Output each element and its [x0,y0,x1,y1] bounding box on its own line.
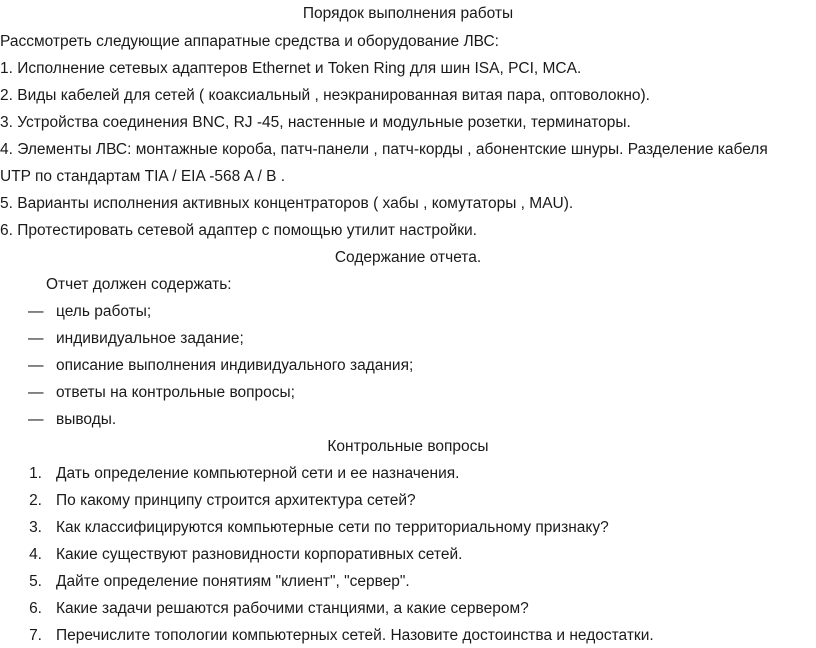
question-text: Какие существуют разновидности корпоративных сетей. [56,546,463,563]
question-text: Дать определение компьютерной сети и ее назначения. [56,465,460,482]
bullet-dash: — [28,357,44,374]
report-item-text: индивидуальное задание; [56,330,244,347]
question-number: 4. [29,546,42,563]
question-number: 2. [29,492,42,509]
question-text: Какие задачи решаются рабочими станциями, а какие сервером? [56,600,529,617]
procedure-item: 4. Элементы ЛВС: монтажные короба, патч-панели , патч-корды , абонентские шнуры. Разделение кабеля [0,141,768,158]
bullet-dash: — [28,303,44,320]
question-text: Перечислите топологии компьютерных сетей. Назовите достоинства и недостатки. [56,627,654,644]
procedure-item: 2. Виды кабелей для сетей ( коаксиальный , неэкранированная витая пара, оптоволокно). [0,87,650,104]
report-item-text: ответы на контрольные вопросы; [56,384,295,401]
procedure-title: Порядок выполнения работы [302,5,514,22]
procedure-item: 3. Устройства соединения BNC, RJ -45, настенные и модульные розетки, терминаторы. [0,114,631,131]
question-number: 7. [29,627,42,644]
report-intro: Отчет должен содержать: [46,276,232,293]
procedure-item: 5. Варианты исполнения активных концентраторов ( хабы , комутаторы , MAU). [0,195,574,212]
report-item-text: цель работы; [56,303,152,320]
report-title: Содержание отчета. [334,249,482,266]
question-number: 1. [29,465,42,482]
question-text: Дайте определение понятиям "клиент", "сервер". [56,573,410,590]
report-item-text: описание выполнения индивидуального задания; [56,357,414,374]
bullet-dash: — [28,411,44,428]
procedure-intro: Рассмотреть следующие аппаратные средства и оборудование ЛВС: [0,33,499,50]
question-text: По какому принципу строится архитектура сетей? [56,492,416,509]
question-number: 5. [29,573,42,590]
bullet-dash: — [28,330,44,347]
question-number: 3. [29,519,42,536]
bullet-dash: — [28,384,44,401]
question-number: 6. [29,600,42,617]
questions-title: Контрольные вопросы [327,438,489,455]
procedure-item: UTP по стандартам TIA / EIA -568 A / B . [0,168,286,185]
procedure-item: 1. Исполнение сетевых адаптеров Ethernet и Token Ring для шин ISA, PCI, MCA. [0,60,582,77]
procedure-item: 6. Протестировать сетевой адаптер с помощью утилит настройки. [0,222,477,239]
question-text: Как классифицируются компьютерные сети по территориальному признаку? [56,519,609,536]
report-item-text: выводы. [56,411,117,428]
